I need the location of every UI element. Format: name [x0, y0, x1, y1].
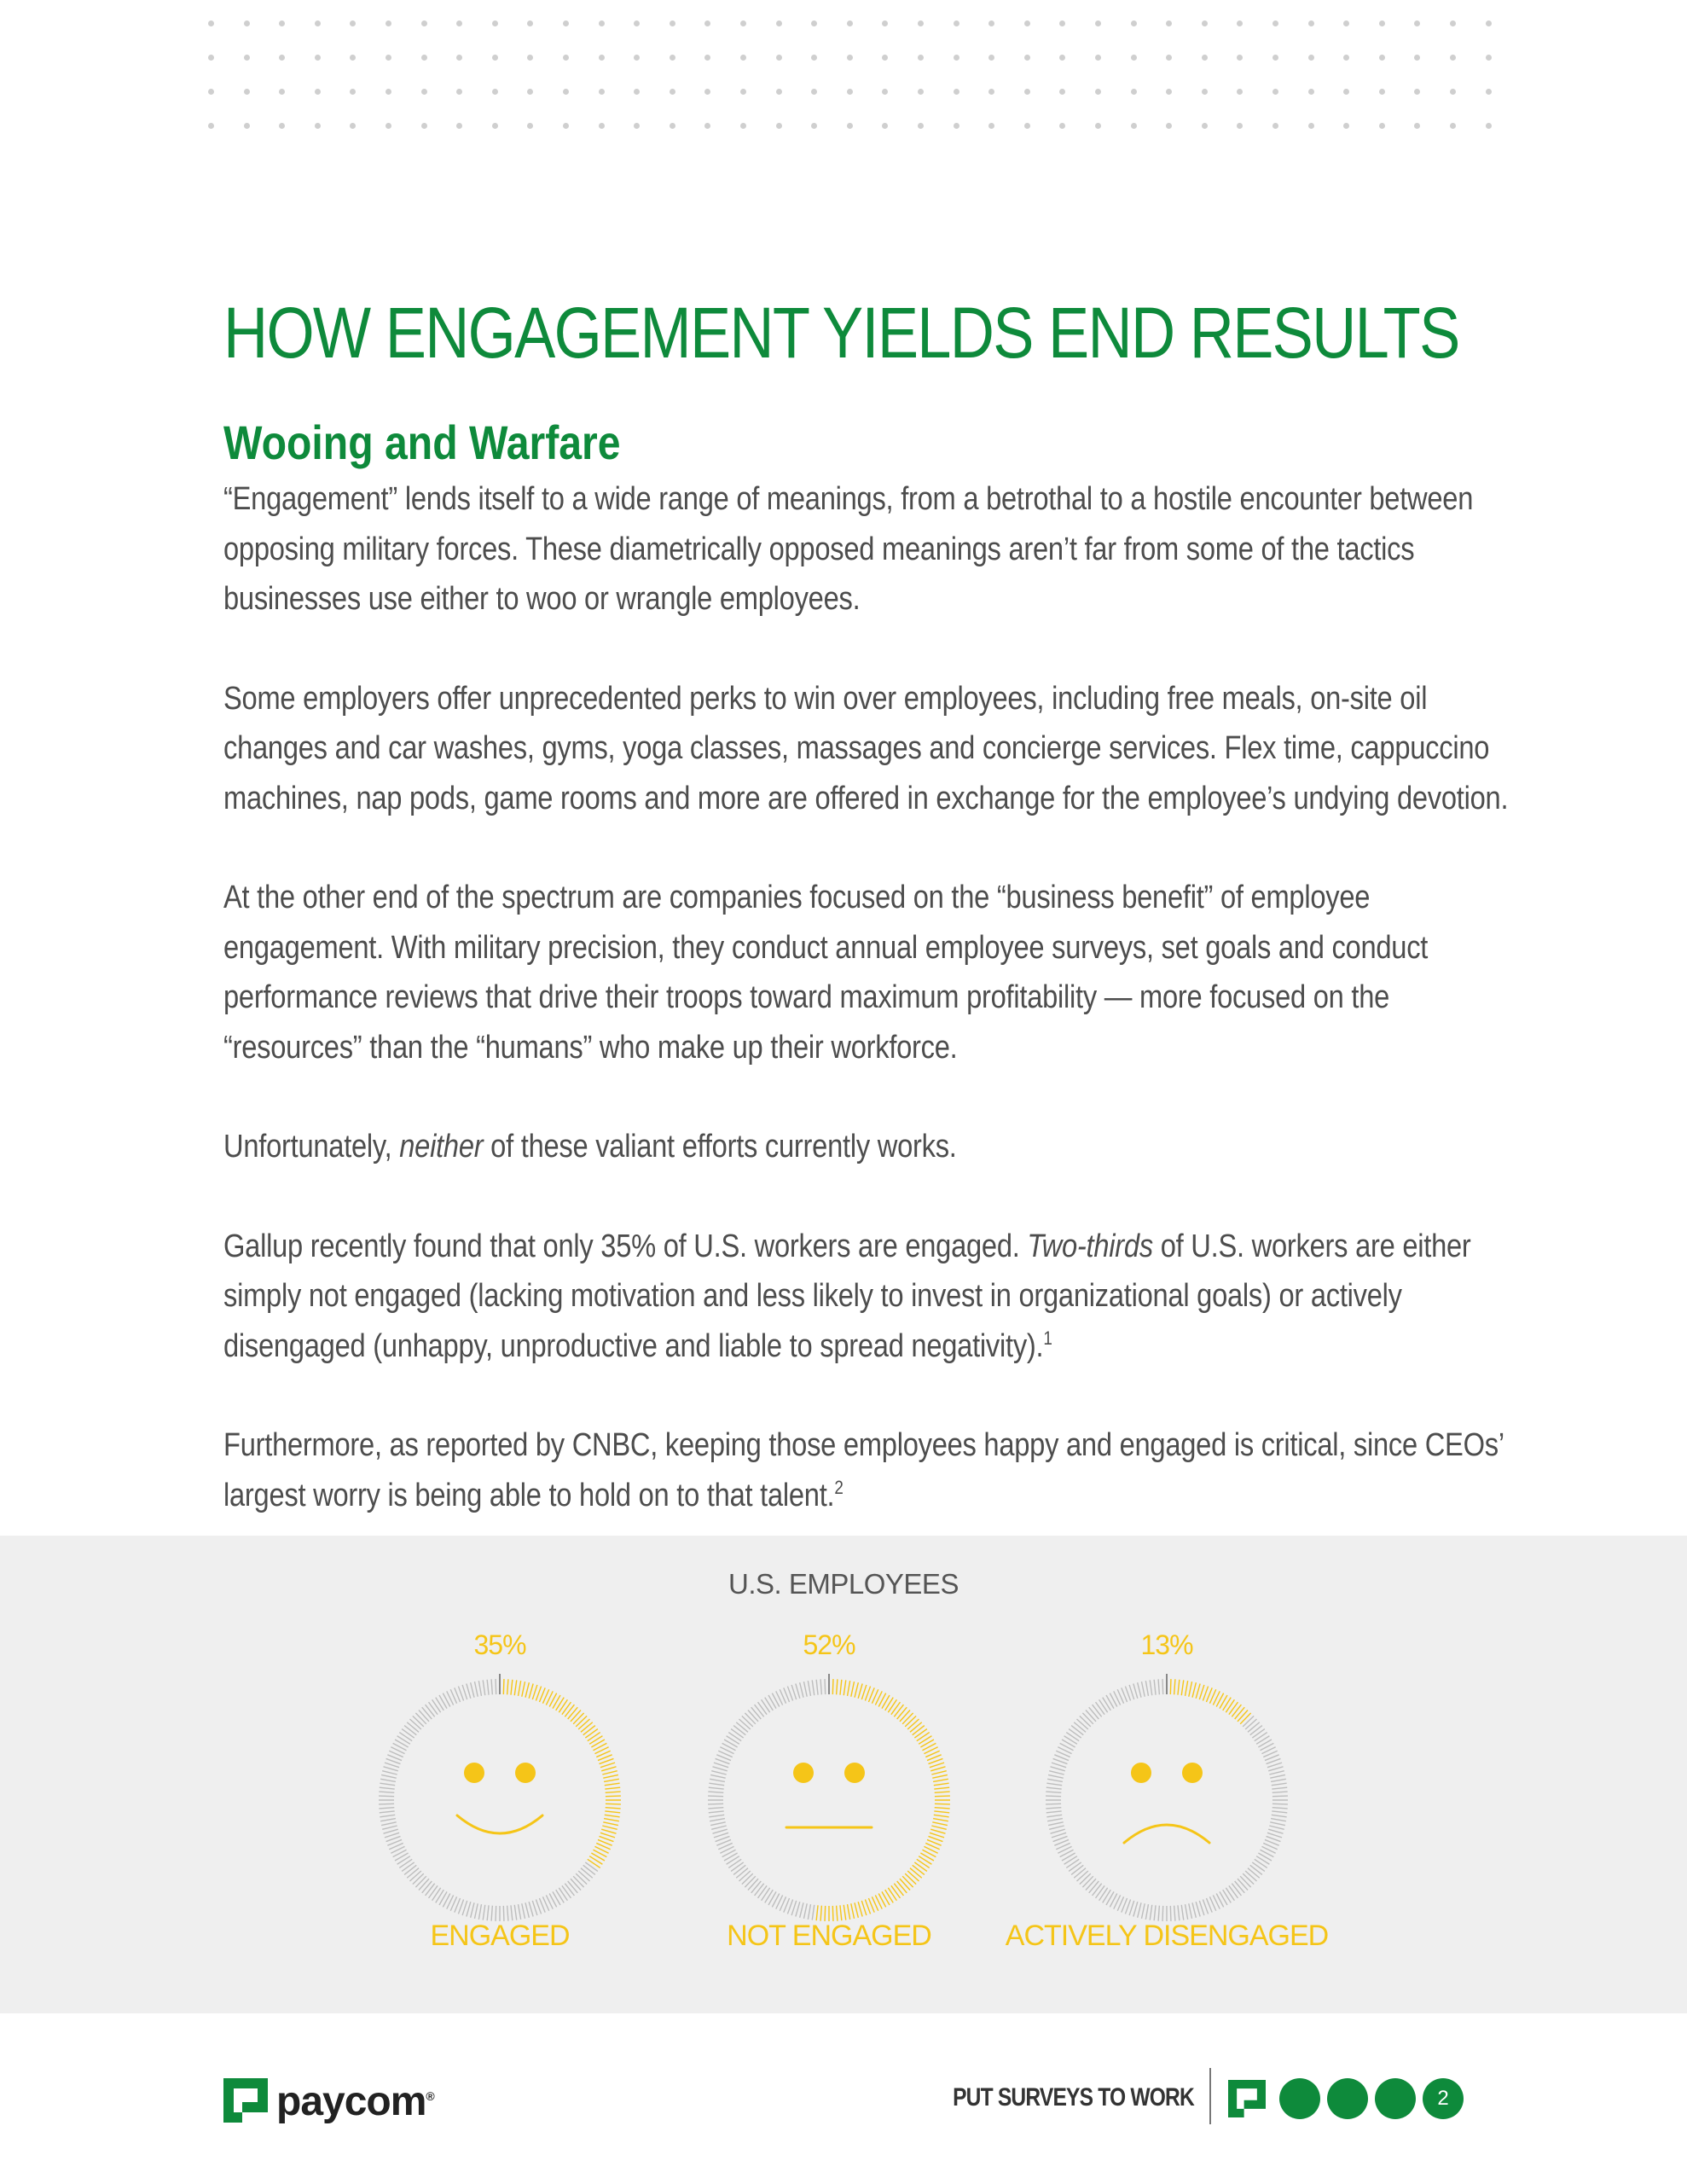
grid-dot: [1024, 55, 1030, 61]
gauge-tick: [708, 1796, 723, 1797]
grid-dot: [1486, 55, 1492, 61]
gauge-tick: [1162, 1679, 1163, 1694]
grid-dot: [563, 123, 569, 129]
gauge-tick-filled: [1170, 1679, 1171, 1694]
infographic-title: U.S. EMPLOYEES: [728, 1568, 959, 1600]
gauge-tick: [1272, 1796, 1288, 1797]
grid-dot: [563, 55, 569, 61]
grid-dot: [1237, 123, 1243, 129]
grid-dot: [1308, 20, 1314, 26]
body-text: [223, 474, 1529, 1570]
grid-dot: [244, 55, 250, 61]
grid-dot: [1450, 89, 1456, 95]
grid-dot: [1414, 20, 1420, 26]
grid-dot: [811, 20, 817, 26]
grid-dot: [350, 55, 356, 61]
paycom-p-icon: [223, 2078, 268, 2123]
grid-dot: [776, 20, 782, 26]
grid-dot: [527, 20, 533, 26]
grid-dot: [350, 123, 356, 129]
emphasis-two-thirds: Two-thirds: [1027, 1228, 1153, 1264]
gauge-engaged: [372, 1629, 628, 1971]
grid-dot: [847, 89, 853, 95]
grid-dot: [918, 89, 924, 95]
grid-dot: [1024, 123, 1030, 129]
gauge-face-background: [1049, 1682, 1284, 1918]
grid-dot: [740, 89, 746, 95]
progress-dot-2: [1327, 2078, 1368, 2119]
grid-dot: [1202, 89, 1208, 95]
grid-dot: [599, 55, 605, 61]
paragraph-3: At the other end of the spectrum are companies focused on the “business benefit” of employee engagement. With military precision, they conduct annual employee surveys, set goals and conduct performance reviews that drive their troops toward maximum profitability — more focused on the “resources” than the “humans” who make up their workforce.: [223, 880, 1429, 1066]
grid-dot: [634, 20, 640, 26]
grid-dot: [1379, 20, 1385, 26]
grid-dot: [918, 20, 924, 26]
paragraph-5: Gallup recently found that only 35% of U.S. workers are engaged. Two-thirds of U.S. workers are either simply not engaged (lacking motivation and less likely to invest in organizational goals) or actively disengaged (unhappy, unproductive and liable to spread negativity).$^1$: [223, 1228, 1471, 1364]
footer-tagline: PUT SURVEYS TO WORK: [953, 2083, 1194, 2111]
grid-dot: [244, 123, 250, 129]
grid-dot: [811, 89, 817, 95]
grid-dot: [208, 123, 214, 129]
grid-dot: [599, 89, 605, 95]
grid-dot: [811, 123, 817, 129]
grid-dot: [1166, 20, 1172, 26]
grid-dot: [1414, 123, 1420, 129]
grid-dot: [1486, 20, 1492, 26]
grid-dot: [1202, 55, 1208, 61]
paragraph-6: Furthermore, as reported by CNBC, keeping those employees happy and engaged is critical, since CEOs’ largest worry is being able to hold on to that talent.$^2$: [223, 1427, 1504, 1513]
grid-dot: [1059, 20, 1065, 26]
grid-dot: [1272, 123, 1278, 129]
gauge-face-background: [382, 1682, 617, 1918]
grid-dot: [563, 20, 569, 26]
grid-dot: [776, 55, 782, 61]
grid-dot: [1131, 20, 1137, 26]
grid-dot: [954, 55, 959, 61]
grid-dot: [670, 20, 675, 26]
grid-dot: [421, 55, 427, 61]
grid-dot: [1308, 89, 1314, 95]
grid-dot: [1486, 89, 1492, 95]
grid-dot: [1166, 55, 1172, 61]
grid-dot: [208, 20, 214, 26]
gauge-tick-filled: [832, 1679, 833, 1694]
grid-dot: [1379, 55, 1385, 61]
gauge-tick-filled: [503, 1679, 504, 1694]
grid-dot: [1343, 123, 1349, 129]
gauge-tick: [1046, 1796, 1061, 1797]
grid-dot: [492, 89, 498, 95]
grid-dot: [1308, 55, 1314, 61]
smile-face-gauge: [372, 1672, 628, 1928]
footer-navigation: [953, 2066, 1467, 2135]
grid-dot: [1059, 55, 1065, 61]
grid-dot: [421, 123, 427, 129]
grid-dot: [527, 123, 533, 129]
grid-dot: [421, 20, 427, 26]
grid-dot: [386, 123, 391, 129]
section-subheading: Wooing and Warfare: [223, 415, 621, 469]
grid-dot: [1131, 123, 1137, 129]
grid-dot: [527, 89, 533, 95]
grid-dot: [918, 123, 924, 129]
grid-dot: [847, 55, 853, 61]
grid-dot: [421, 89, 427, 95]
grid-dot: [988, 55, 994, 61]
gauge-tick-filled: [606, 1796, 621, 1797]
grid-dot: [811, 55, 817, 61]
neutral-face-gauge: [701, 1672, 957, 1928]
grid-dot: [1343, 20, 1349, 26]
gauge-not-engaged: [701, 1629, 957, 1971]
grid-dot: [1414, 55, 1420, 61]
face-eye: [793, 1763, 814, 1783]
grid-dot: [740, 123, 746, 129]
gauge-percent-label: 35%: [473, 1629, 526, 1660]
gauge-tick-filled: [935, 1796, 950, 1797]
grid-dot: [1450, 55, 1456, 61]
grid-dot: [1308, 123, 1314, 129]
grid-dot: [492, 20, 498, 26]
grid-dot: [670, 55, 675, 61]
grid-dot: [1166, 89, 1172, 95]
gauge-tick: [379, 1796, 394, 1797]
gauge-actively-disengaged: [1005, 1629, 1329, 1971]
grid-dot: [1379, 123, 1385, 129]
grid-dot: [1131, 89, 1137, 95]
frown-face-gauge: [1039, 1672, 1295, 1928]
grid-dot: [634, 55, 640, 61]
grid-dot: [1095, 123, 1101, 129]
grid-dot: [244, 89, 250, 95]
grid-dot: [1450, 123, 1456, 129]
grid-dot: [1095, 55, 1101, 61]
grid-dot: [634, 89, 640, 95]
grid-dot: [1272, 20, 1278, 26]
grid-dot: [350, 89, 356, 95]
grid-dot: [988, 20, 994, 26]
grid-dot: [882, 20, 888, 26]
grid-dot: [1202, 123, 1208, 129]
grid-dot: [704, 89, 710, 95]
grid-dot: [244, 20, 250, 26]
paragraph-1: “Engagement” lends itself to a wide range of meanings, from a betrothal to a hostile encounter between opposing military forces. These diametrically opposed meanings aren’t far from some of the tactics businesses use either to woo or wrangle employees.: [223, 481, 1474, 617]
grid-dot: [1237, 20, 1243, 26]
grid-dot: [386, 55, 391, 61]
gauge-category-label: ACTIVELY DISENGAGED: [1005, 1920, 1329, 1952]
grid-dot: [918, 55, 924, 61]
grid-dot: [882, 55, 888, 61]
grid-dot: [882, 123, 888, 129]
grid-dot: [1414, 89, 1420, 95]
grid-dot: [882, 89, 888, 95]
grid-dot: [315, 55, 321, 61]
progress-dot-1: [1279, 2078, 1320, 2119]
grid-dot: [704, 20, 710, 26]
gauge-percent-label: 52%: [803, 1629, 855, 1660]
grid-dot: [563, 89, 569, 95]
logo-wordmark: paycom®: [276, 2079, 434, 2124]
grid-dot: [386, 89, 391, 95]
page-title: HOW ENGAGEMENT YIELDS END RESULTS: [223, 293, 1459, 373]
grid-dot: [492, 55, 498, 61]
grid-dot: [1379, 89, 1385, 95]
gauge-tick: [825, 1679, 826, 1694]
grid-dot: [386, 20, 391, 26]
grid-dot: [456, 20, 462, 26]
grid-dot: [776, 123, 782, 129]
face-eye: [515, 1763, 536, 1783]
grid-dot: [315, 20, 321, 26]
grid-dot: [1343, 55, 1349, 61]
grid-dot: [279, 55, 285, 61]
grid-dot: [315, 89, 321, 95]
grid-dot: [1131, 55, 1137, 61]
grid-dot: [279, 20, 285, 26]
grid-dot: [1202, 20, 1208, 26]
grid-dot: [599, 123, 605, 129]
grid-dot: [740, 20, 746, 26]
grid-dot: [670, 123, 675, 129]
footnote-ref-2: 2: [834, 1476, 844, 1498]
footnote-ref-1: 1: [1043, 1327, 1052, 1349]
grid-dot: [1237, 55, 1243, 61]
grid-dot: [776, 89, 782, 95]
gauge-category-label: NOT ENGAGED: [727, 1920, 931, 1952]
grid-dot: [704, 123, 710, 129]
face-eye: [844, 1763, 865, 1783]
footer-divider: [1209, 2068, 1211, 2124]
page-number: 2: [1423, 2078, 1464, 2119]
grid-dot: [634, 123, 640, 129]
grid-dot: [1059, 89, 1065, 95]
grid-dot: [1024, 20, 1030, 26]
paragraph-2: Some employers offer unprecedented perks to win over employees, including free meals, on-site oil changes and car washes, gyms, yoga classes, massages and concierge services. Flex time, cappuccino machines, nap pods, game rooms and more are offered in exchange for the employee’s undying devotion.: [223, 680, 1509, 816]
emphasis-neither: neither: [399, 1129, 484, 1165]
grid-dot: [1095, 20, 1101, 26]
grid-dot: [1095, 89, 1101, 95]
face-eye: [1182, 1763, 1203, 1783]
grid-dot: [670, 89, 675, 95]
grid-dot: [599, 20, 605, 26]
grid-dot: [350, 20, 356, 26]
face-eye: [1131, 1763, 1151, 1783]
grid-dot: [954, 89, 959, 95]
grid-dot: [456, 89, 462, 95]
grid-dot: [704, 55, 710, 61]
grid-dot: [847, 123, 853, 129]
grid-dot: [954, 123, 959, 129]
grid-dot: [954, 20, 959, 26]
grid-dot: [847, 20, 853, 26]
grid-dot: [1272, 55, 1278, 61]
grid-dot: [208, 89, 214, 95]
grid-dot: [740, 55, 746, 61]
gauge-face-background: [711, 1682, 947, 1918]
grid-dot: [527, 55, 533, 61]
grid-dot: [1237, 89, 1243, 95]
grid-dot: [279, 123, 285, 129]
grid-dot: [1272, 89, 1278, 95]
grid-dot: [988, 123, 994, 129]
grid-dot: [1450, 20, 1456, 26]
paragraph-4: Unfortunately, neither of these valiant efforts currently works.: [223, 1129, 957, 1165]
grid-dot: [988, 89, 994, 95]
decorative-dot-grid: [208, 20, 1489, 140]
grid-dot: [1059, 123, 1065, 129]
grid-dot: [1343, 89, 1349, 95]
gauge-percent-label: 13%: [1140, 1629, 1193, 1660]
grid-dot: [208, 55, 214, 61]
grid-dot: [315, 123, 321, 129]
grid-dot: [456, 123, 462, 129]
paycom-p-small-icon: [1228, 2080, 1266, 2117]
progress-dot-3: [1375, 2078, 1416, 2119]
gauge-category-label: ENGAGED: [430, 1920, 570, 1952]
grid-dot: [456, 55, 462, 61]
grid-dot: [1024, 89, 1030, 95]
grid-dot: [1486, 123, 1492, 129]
grid-dot: [1166, 123, 1172, 129]
grid-dot: [279, 89, 285, 95]
face-eye: [464, 1763, 484, 1783]
employee-engagement-infographic: [0, 1536, 1687, 2013]
grid-dot: [492, 123, 498, 129]
